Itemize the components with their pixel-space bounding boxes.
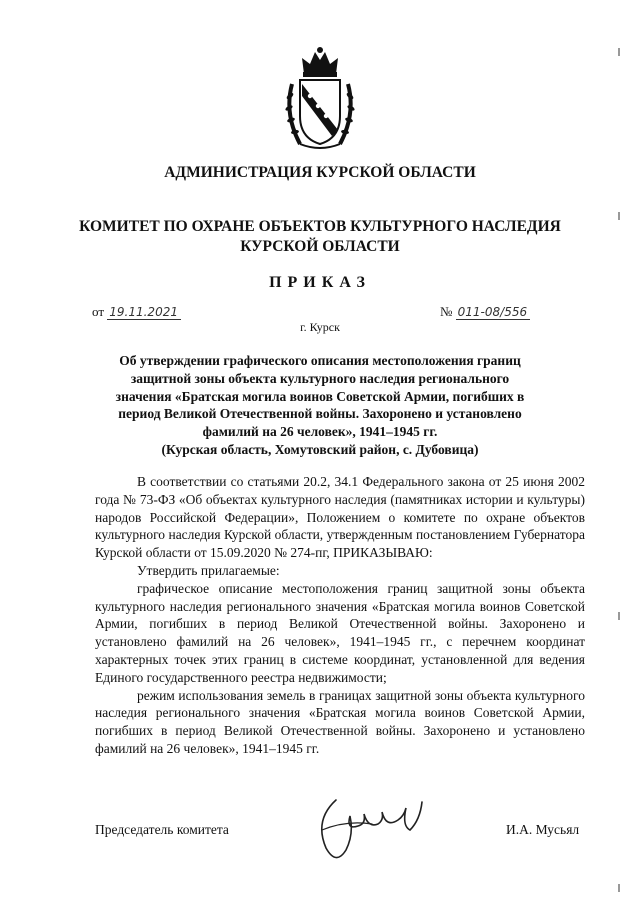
handwritten-signature-icon: [306, 790, 430, 866]
committee-line-1: КОМИТЕТ ПО ОХРАНЕ ОБЪЕКТОВ КУЛЬТУРНОГО НАСЛЕДИЯ: [79, 218, 561, 235]
signatory-position: Председатель комитета: [95, 822, 229, 837]
document-type: ПРИКАЗ: [269, 274, 371, 291]
number-prefix: №: [440, 304, 453, 319]
body-paragraph-basis: В соответствии со статьями 20.2, 34.1 Федерального закона от 25 июня 2002 года № 73-ФЗ «Об объектах культурного наследия (памятниках истории и культуры) народов Российской Федерации», Положением о комитете по охране объектов культурного наследия Курской области, утвержденным постановлением Губернатора Курской области от 15.09.2020 № 274-пг, ПРИКАЗЫВАЮ:: [95, 474, 585, 561]
title-line-1: Об утверждении графического описания местоположения границ: [119, 353, 521, 368]
order-title: [104, 352, 536, 459]
title-line-2: защитной зоны объекта культурного наследия регионального: [130, 370, 510, 386]
number-value: 011-08/556: [456, 305, 530, 320]
city: г. Курск: [300, 320, 340, 334]
order-date: [92, 304, 181, 320]
administration-heading: АДМИНИСТРАЦИЯ КУРСКОЙ ОБЛАСТИ: [164, 164, 476, 181]
title-line-4: период Великой Отечественной войны. Захоронено и установлено: [118, 406, 522, 422]
date-prefix: от: [92, 304, 105, 319]
kursk-region-coat-of-arms-icon: [282, 44, 358, 156]
title-line-6: (Курская область, Хомутовский район, с. Дубовица): [161, 441, 479, 457]
body-paragraph-approve: Утвердить прилагаемые:: [137, 562, 280, 578]
margin-mark: [618, 212, 620, 220]
order-body: [95, 473, 585, 758]
margin-mark: [618, 48, 620, 56]
margin-mark: [618, 612, 620, 620]
signatory-name: И.А. Мусьял: [506, 822, 580, 837]
committee-heading: [0, 217, 640, 257]
committee-line-2: КУРСКОЙ ОБЛАСТИ: [240, 238, 400, 255]
date-value: 19.11.2021: [107, 305, 181, 320]
title-line-5: фамилий на 26 человек», 1941–1945 гг.: [202, 424, 438, 440]
margin-mark: [618, 884, 620, 892]
title-line-3: значения «Братская могила воинов Советской Армии, погибших в: [115, 388, 525, 404]
body-paragraph-land-use-regime: режим использования земель в границах защитной зоны объекта культурного наследия регионального значения «Братская могила воинов Советской Армии, погибших в период Великой Отечественной войны. Захоронено и установлено фамилий на 26 человек», 1941–1945 гг.: [95, 687, 585, 756]
body-paragraph-graphic-description: графическое описание местоположения границ защитной зоны объекта культурного наследия регионального значения «Братская могила воинов Советской Армии, погибших в период Великой Отечественной войны. Захоронено и установлено фамилий на 26 человек», 1941–1945 гг., с перечнем координат характерных точек этих границ в системе координат, установленной для ведения Единого государственного реестра недвижимости;: [95, 580, 585, 685]
order-number: [440, 304, 530, 320]
